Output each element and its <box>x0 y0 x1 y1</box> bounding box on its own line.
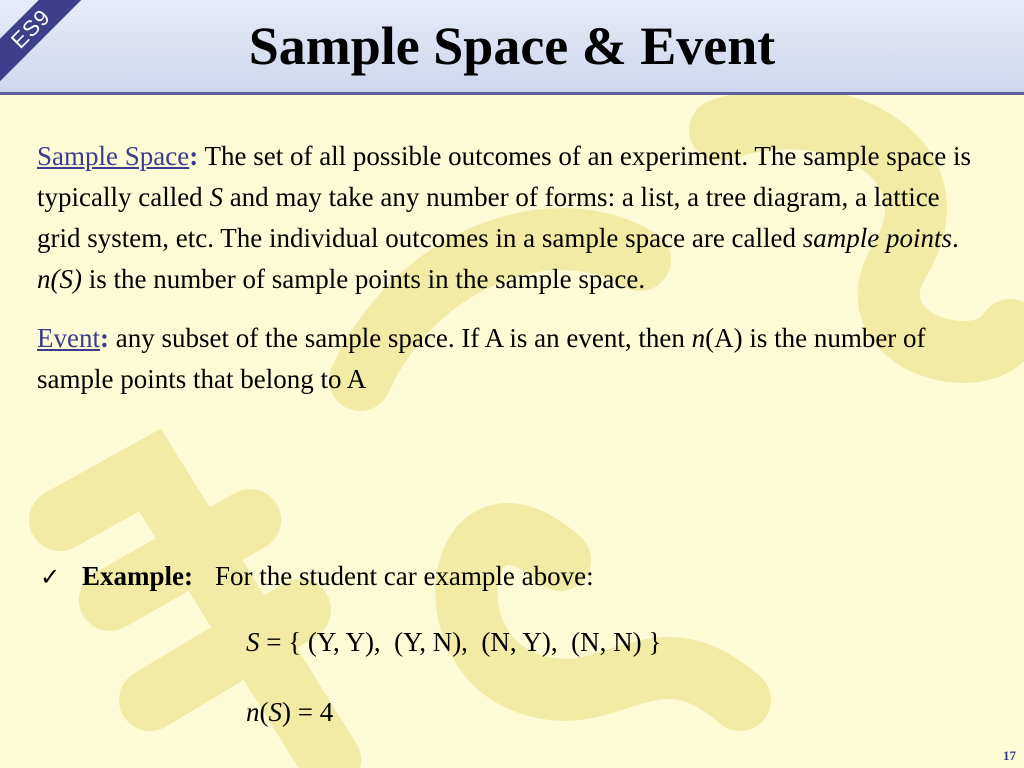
eq2-open-paren: ( <box>259 697 269 727</box>
sample-space-text-3: . <box>952 223 959 253</box>
n-symbol: n <box>691 323 706 353</box>
page-number: 17 <box>1003 748 1016 763</box>
title-bar <box>0 0 1024 95</box>
event-colon: : <box>99 323 109 353</box>
eq2-n-symbol: n <box>246 697 260 727</box>
slide-title: Sample Space & Event <box>248 16 776 76</box>
eq1-s-symbol: S <box>246 627 260 657</box>
eq2-value: ) = 4 <box>282 697 334 727</box>
slide-body <box>37 136 987 400</box>
section-badge-label: ES9 <box>6 4 56 54</box>
checkmark-icon: ✓ <box>40 563 61 591</box>
sample-space-text-4: is the number of sample points in the sample space. <box>81 264 646 294</box>
eq1-set: = { (Y, Y), (Y, N), (N, Y), (N, N) } <box>259 627 662 657</box>
sample-points-term: sample points <box>802 223 953 253</box>
count-equation <box>246 692 333 733</box>
event-definition <box>37 318 987 400</box>
sample-space-text-2: and may take any number of forms: a list, a tree diagram, a lattice grid system, etc. The individual outcomes in a sample space are called <box>37 182 940 253</box>
example-label: Example: <box>82 561 193 591</box>
ns-symbol: n(S) <box>37 264 82 294</box>
sample-space-colon: : <box>189 141 199 171</box>
example-line <box>40 556 594 598</box>
example-text: For the student car example above: <box>215 561 594 591</box>
event-term: Event <box>37 323 100 353</box>
sample-space-symbol: S <box>209 182 223 212</box>
sample-space-equation <box>246 622 661 663</box>
event-text-1: any subset of the sample space. If A is an event, then <box>108 323 692 353</box>
sample-space-definition <box>37 136 987 300</box>
sample-space-term: Sample Space <box>37 141 190 171</box>
event-text-2: (A) is the number of sample points that belong to A <box>37 323 926 394</box>
sample-space-text-1: The set of all possible outcomes of an experiment. The sample space is typically called <box>37 141 972 212</box>
eq2-s-symbol: S <box>268 697 282 727</box>
